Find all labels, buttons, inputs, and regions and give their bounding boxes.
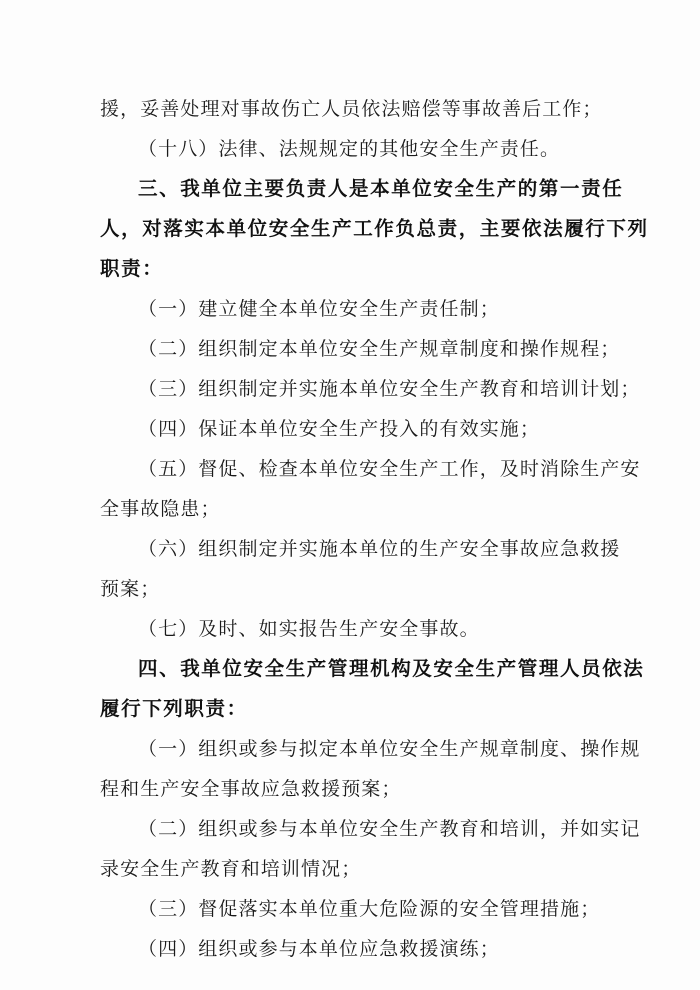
text-line-s4-item-1-cont: 程和生产安全事故应急救援预案；: [100, 778, 402, 800]
text-line-s3-item-3: （三）组织制定并实施本单位安全生产教育和培训计划；: [138, 378, 641, 400]
text-line-s3-item-6: （六）组织制定并实施本单位的生产安全事故应急救援: [138, 538, 621, 560]
text-line-item-18: （十八）法律、法规规定的其他安全生产责任。: [138, 138, 561, 160]
section-heading-3-end: 职责：: [100, 257, 164, 280]
text-line-s3-item-2: （二）组织制定本单位安全生产规章制度和操作规程；: [138, 338, 621, 360]
text-line-s4-item-2: （二）组织或参与本单位安全生产教育和培训，并如实记: [138, 818, 641, 840]
text-line-s3-item-5-cont: 全事故隐患；: [100, 498, 221, 520]
section-heading-3-cont: 人，对落实本单位安全生产工作负总责，主要依法履行下列: [100, 217, 649, 240]
text-line-s3-item-1: （一）建立健全本单位安全生产责任制；: [138, 298, 500, 320]
text-line-s3-item-5: （五）督促、检查本单位安全生产工作，及时消除生产安: [138, 458, 641, 480]
section-heading-4: 四、我单位安全生产管理机构及安全生产管理人员依法: [138, 657, 645, 680]
text-line-s4-item-2-cont: 录安全生产教育和培训情况；: [100, 858, 362, 880]
section-heading-3: 三、我单位主要负责人是本单位安全生产的第一责任: [138, 177, 624, 200]
text-line-s3-item-6-cont: 预案；: [100, 578, 161, 600]
text-line-s3-item-4: （四）保证本单位安全生产投入的有效实施；: [138, 418, 541, 440]
text-line-s4-item-4: （四）组织或参与本单位应急救援演练；: [138, 938, 500, 960]
text-line-s3-item-7: （七）及时、如实报告生产安全事故。: [138, 618, 480, 640]
text-line-continuation: 援，妥善处理对事故伤亡人员依法赔偿等事故善后工作；: [100, 98, 603, 120]
text-line-s4-item-3: （三）督促落实本单位重大危险源的安全管理措施；: [138, 898, 601, 920]
section-heading-4-cont: 履行下列职责：: [100, 697, 248, 720]
text-line-s4-item-1: （一）组织或参与拟定本单位安全生产规章制度、操作规: [138, 738, 641, 760]
